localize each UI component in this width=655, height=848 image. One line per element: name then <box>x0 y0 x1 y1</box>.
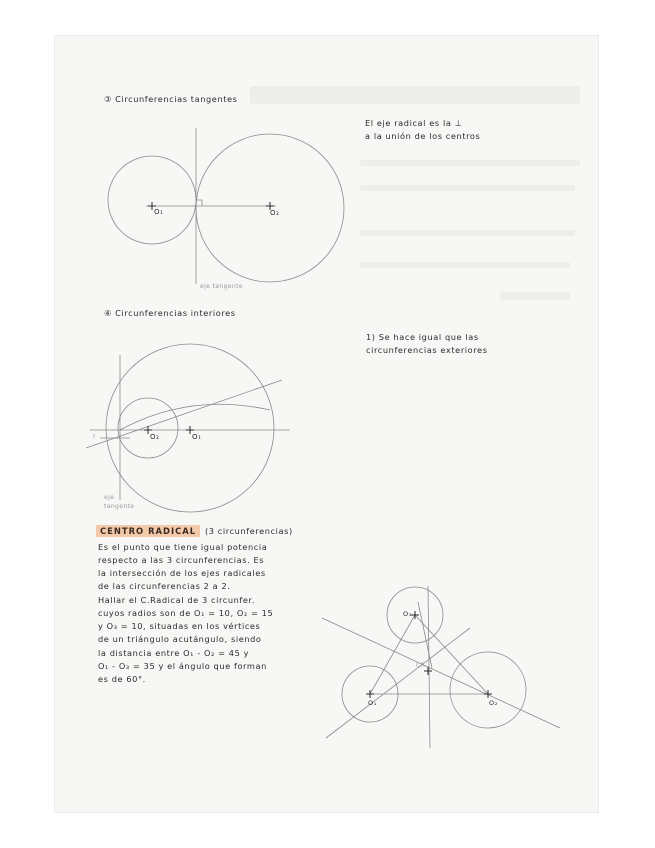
radical-label-cr: CR <box>416 662 426 669</box>
radical-center-line: de las circunferencias 2 a 2. <box>98 581 231 591</box>
section4-label-r: r <box>93 433 96 440</box>
section4-label-o2: O₂ <box>150 433 160 441</box>
section3-heading: ③ Circunferencias tangentes <box>104 94 238 104</box>
radical-center-line: Es el punto que tiene igual potencia <box>98 542 268 552</box>
section4-note-line2: circunferencias exteriores <box>366 345 488 355</box>
section3-label-o1: O₁ <box>154 208 164 216</box>
radical-center-line: O₁ - O₃ = 35 y el ángulo que forman <box>98 661 267 671</box>
section3-note-line2: a la unión de los centros <box>365 131 481 141</box>
radical-center-line: la intersección de los ejes radicales <box>98 568 266 578</box>
section3-label-o2: O₂ <box>270 209 280 217</box>
radical-center-line: respecto a las 3 circunferencias. Es <box>98 555 265 565</box>
section4-note-line1: 1) Se hace igual que las <box>366 332 479 342</box>
section4-axis-label-line1: eje <box>104 494 115 501</box>
radical-label-o2: O₂ <box>489 699 498 707</box>
radical-center-line: cuyos radios son de O₁ = 10, O₂ = 15 <box>98 608 274 618</box>
radical-label-o1: O₁ <box>368 699 377 707</box>
radical-center-title: CENTRO RADICAL <box>96 525 200 537</box>
section3-axis-label: eje tangente <box>200 283 243 290</box>
section4-axis-label-line2: tangente <box>104 503 135 510</box>
section4-heading: ④ Circunferencias interiores <box>104 308 236 318</box>
radical-center-line: es de 60°. <box>98 674 146 684</box>
section4-label-o1: O₁ <box>192 433 202 441</box>
radical-center-line: Hallar el C.Radical de 3 circunfer. <box>98 595 255 605</box>
radical-center-line: la distancia entre O₁ - O₂ = 45 y <box>98 648 250 658</box>
section3-note-line1: El eje radical es la ⊥ <box>365 118 463 128</box>
radical-center-line: de un triángulo acutángulo, siendo <box>98 634 262 644</box>
radical-center-subtitle: (3 circunferencias) <box>205 526 293 536</box>
radical-center-line: y O₃ = 10, situadas en los vértices <box>98 621 261 631</box>
radical-label-o3: O₃ <box>403 610 412 618</box>
